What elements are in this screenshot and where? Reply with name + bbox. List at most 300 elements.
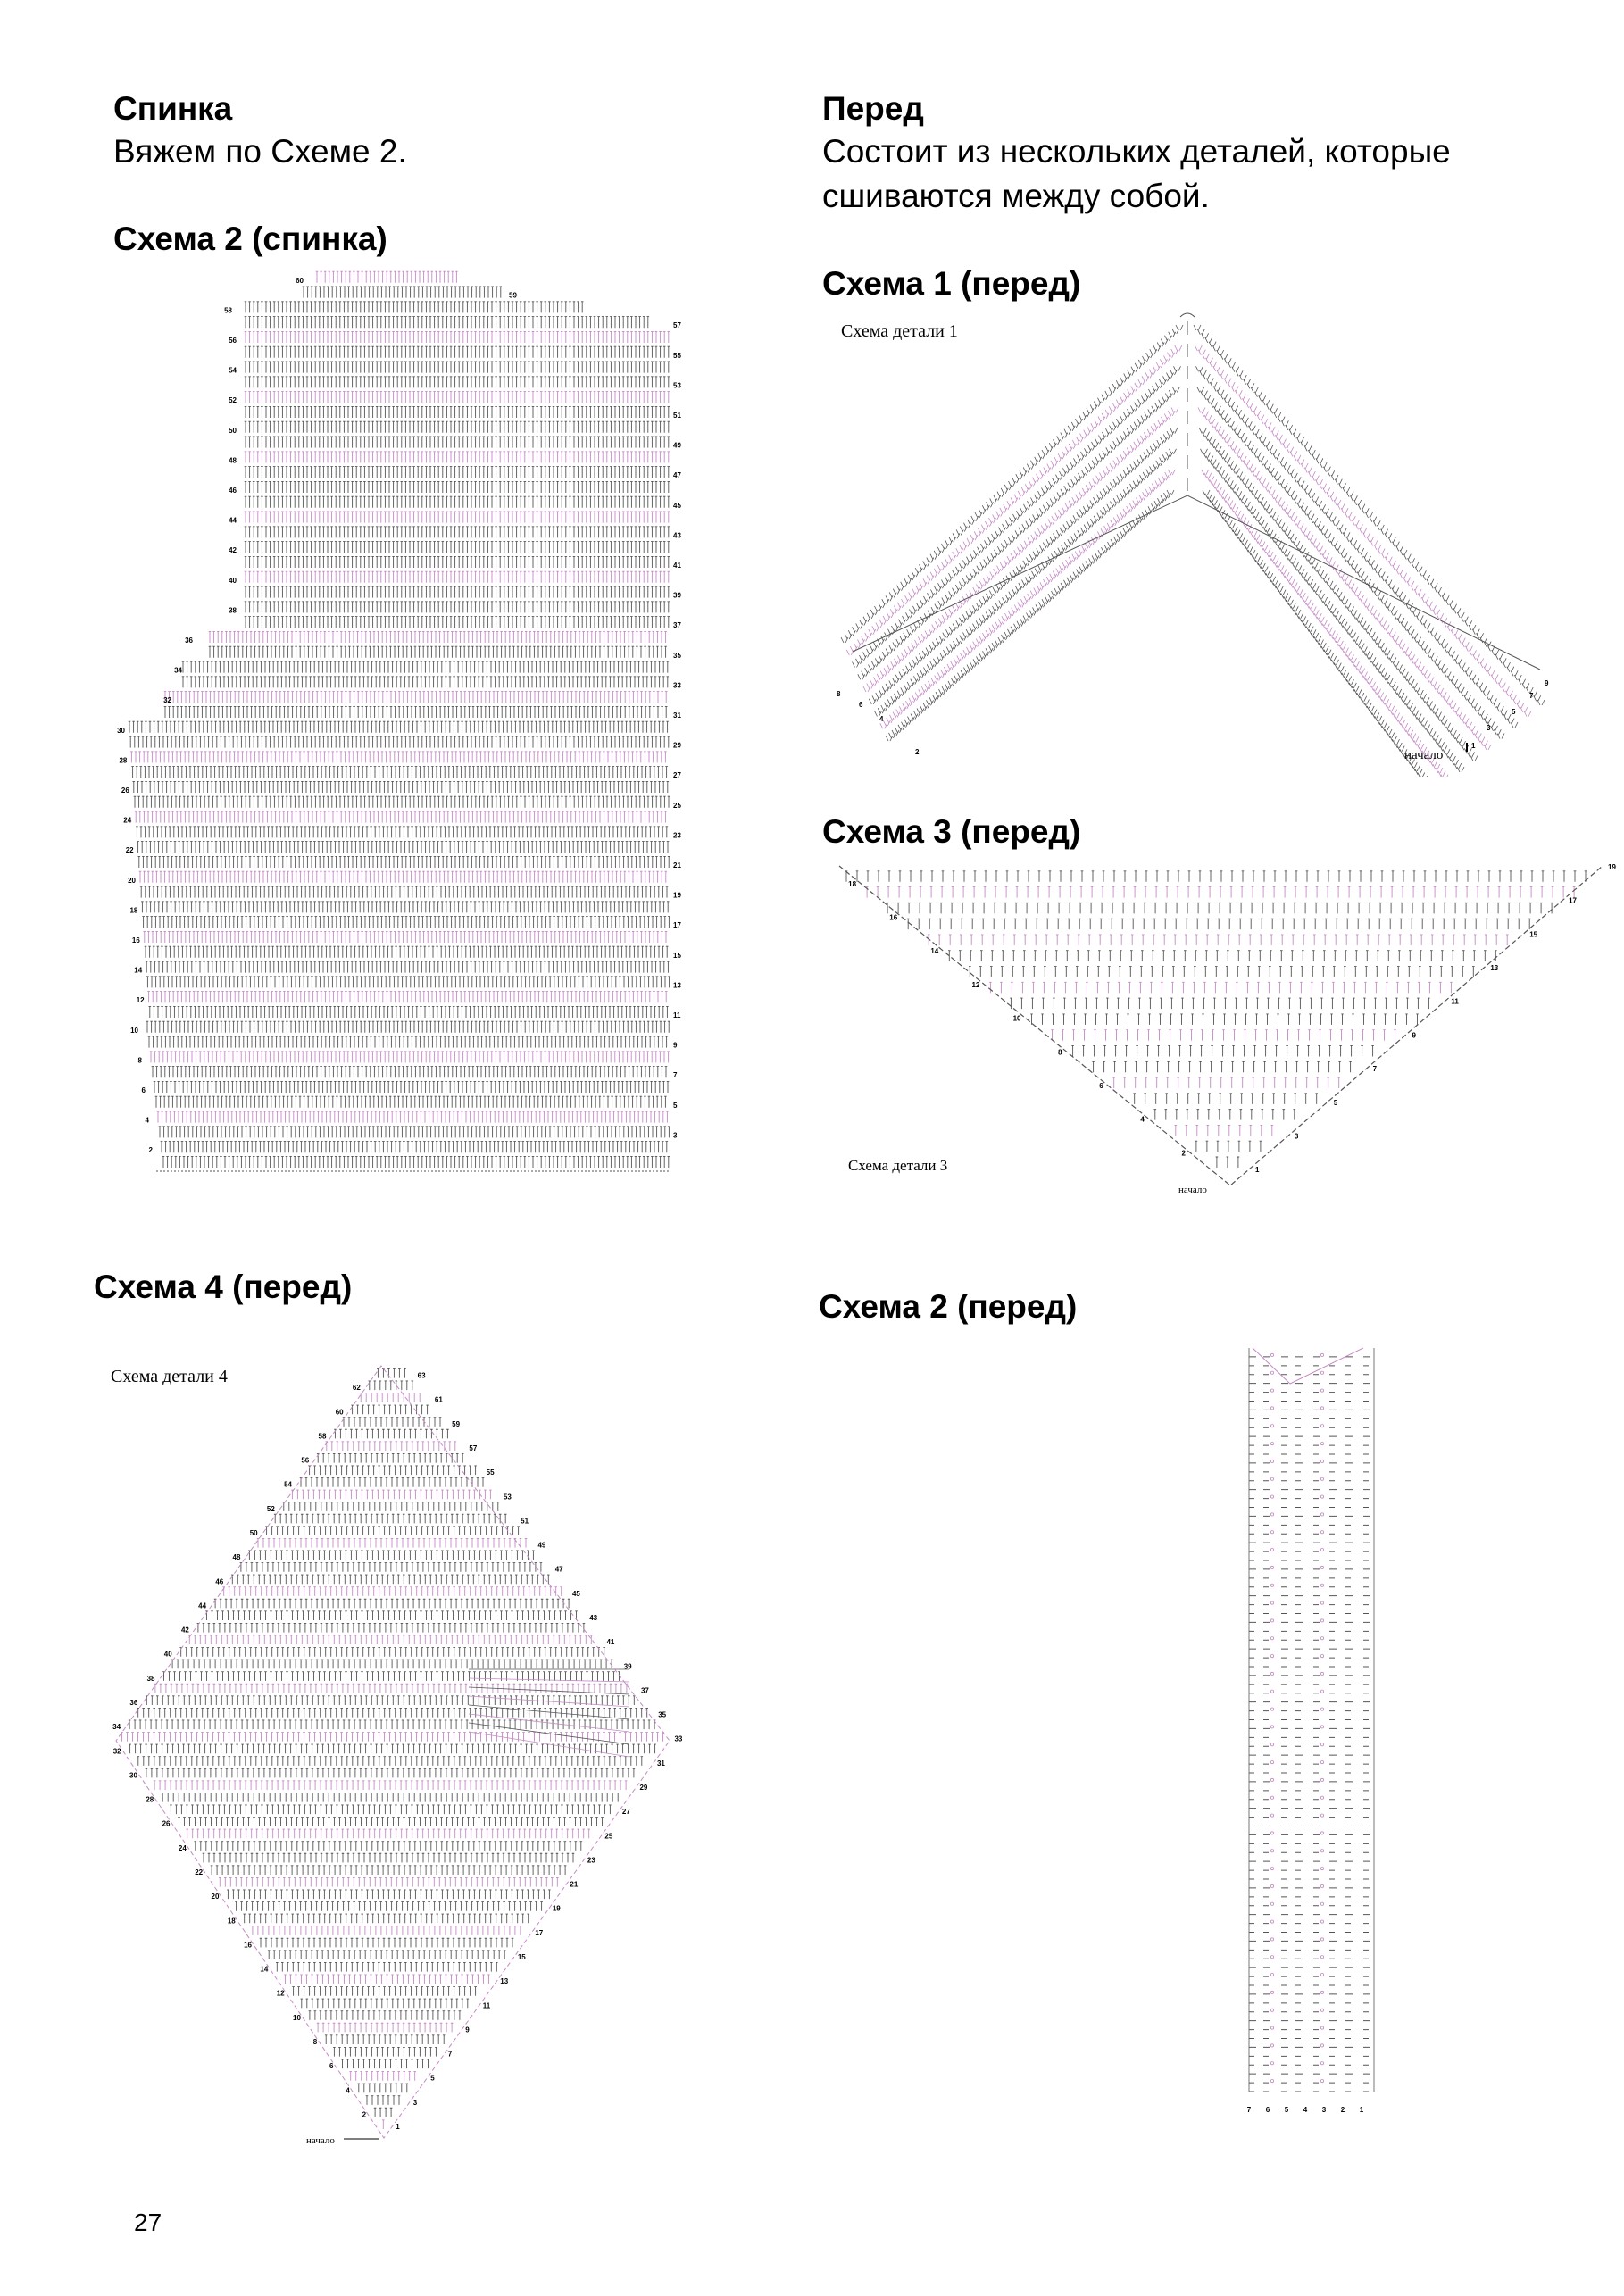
scheme2-front-column-number: 2 [1340, 2106, 1345, 2114]
scheme4-row-number-right: 5 [430, 2074, 435, 2083]
back-stitch-row [245, 586, 670, 598]
scheme2-front-pink-stitch [1320, 1513, 1323, 1516]
scheme3-caption: Схема детали 3 [848, 1157, 948, 1174]
back-stitch-row [245, 331, 670, 343]
scheme2-front-pink-stitch [1320, 1442, 1323, 1444]
scheme3-stitch-row [1010, 998, 1430, 1009]
back-row-number-left: 54 [229, 366, 237, 375]
scheme2-front-pink-stitch [1320, 1460, 1323, 1462]
back-stitch-row [140, 886, 668, 898]
scheme4-row-number-right: 35 [658, 1710, 667, 1719]
scheme1-right-band [1196, 366, 1519, 728]
back-row-number-right: 21 [673, 861, 681, 869]
scheme1-caption: Схема детали 1 [841, 321, 958, 341]
scheme1-right-band [1199, 428, 1478, 761]
back-stitch-row [209, 631, 667, 643]
scheme1-row-number-left: 4 [879, 715, 884, 723]
scheme1-row-number-left: 2 [915, 748, 920, 756]
scheme3-chart [826, 855, 1620, 1203]
scheme4-stitch-row [214, 1599, 570, 1608]
scheme4-stitch-row [240, 1563, 543, 1572]
back-stitch-row [141, 902, 669, 913]
back-row-number-left: 10 [130, 1026, 138, 1035]
scheme4-row-number-right: 51 [521, 1517, 529, 1526]
scheme3-stitch-row [1216, 1157, 1240, 1168]
back-row-number-left: 48 [229, 456, 237, 465]
scheme4-row-number-left: 22 [195, 1868, 204, 1876]
scheme2-front-pink-stitch [1320, 1371, 1323, 1374]
scheme2-front-pink-stitch [1270, 1442, 1273, 1444]
back-stitch-row [245, 452, 670, 463]
back-stitch-row [147, 992, 667, 1003]
back-stitch-row [133, 781, 670, 793]
scheme2-front-pink-stitch [1270, 2026, 1273, 2029]
back-row-number-left: 8 [137, 1056, 142, 1065]
scheme4-row-number-left: 36 [129, 1699, 138, 1707]
scheme4-stitch-row [382, 2120, 385, 2129]
scheme4-row-numbers-right [396, 1372, 683, 2131]
scheme2-front-pink-stitch [1320, 1867, 1323, 1869]
scheme4-inset-line [469, 1705, 629, 1719]
scheme4-inset-line [469, 1714, 629, 1732]
scheme3-row-numbers-left [848, 880, 1186, 1157]
scheme4-stitch-row [162, 1793, 620, 1801]
back-stitch-row [129, 736, 670, 748]
scheme2-front-pink-stitch [1270, 1531, 1273, 1534]
back-row-number-left: 52 [229, 396, 237, 405]
scheme2-front-pink-stitch [1320, 1601, 1323, 1604]
scheme2-front-pink-stitch [1320, 1920, 1323, 1923]
scheme3-row-number-right: 7 [1372, 1065, 1378, 1074]
back-stitch-row [137, 842, 669, 853]
back-stitch-row [245, 406, 670, 418]
scheme4-stitch-row [276, 1962, 498, 1971]
scheme1-left-band [846, 345, 1182, 655]
scheme2-front-pink-stitch [1270, 1495, 1273, 1498]
scheme2-front-stitch-grid [1249, 1348, 1374, 2092]
scheme2-front-column-number: 6 [1265, 2106, 1270, 2114]
scheme4-row-number-right: 57 [469, 1444, 478, 1452]
scheme4-stitch-row [274, 1514, 507, 1523]
scheme1-row-number-right: 5 [1512, 708, 1516, 716]
scheme3-row-number-left: 4 [1140, 1115, 1145, 1124]
scheme4-stitch-row [137, 1757, 644, 1766]
scheme4-row-number-left: 52 [266, 1504, 275, 1513]
scheme1-right-band [1202, 470, 1451, 777]
back-row-number-left: 50 [229, 426, 237, 435]
scheme2-front-pink-stitch [1270, 1796, 1273, 1799]
scheme4-stitch-row [154, 1684, 629, 1693]
scheme4-stitch-row [231, 1575, 550, 1584]
back-stitch-row [245, 542, 670, 553]
scheme4-row-number-left: 16 [244, 1941, 253, 1950]
scheme4-row-number-left: 12 [276, 1989, 285, 1998]
scheme2-front-pink-stitch [1270, 1584, 1273, 1586]
back-row-number-right: 11 [673, 1011, 681, 1019]
scheme3-row-number-left: 16 [889, 913, 898, 922]
back-stitch-row [316, 271, 458, 283]
scheme2-front-chart [1237, 1337, 1388, 2123]
scheme4-row-number-right: 9 [465, 2026, 470, 2034]
scheme2-front-pink-stitch [1270, 1601, 1273, 1604]
scheme4-row-number-right: 45 [571, 1589, 580, 1598]
scheme2-front-pink-stitch [1320, 1708, 1323, 1710]
scheme3-row-number-right: 5 [1333, 1098, 1338, 1107]
scheme4-row-number-left: 46 [215, 1577, 224, 1586]
back-row-number-left: 20 [128, 876, 136, 885]
scheme3-row-numbers-right [1255, 863, 1617, 1174]
back-row-number-right: 7 [673, 1071, 678, 1080]
scheme4-row-number-right: 41 [606, 1638, 615, 1647]
scheme2-front-pink-stitch [1270, 1566, 1273, 1568]
scheme1-left-band [869, 428, 1178, 704]
scheme2-front-pink-stitch [1320, 1407, 1323, 1410]
back-row-number-left: 34 [174, 666, 182, 675]
scheme2-front-pink-stitch [1270, 1902, 1273, 1905]
back-stitch-row [245, 421, 670, 433]
back-row-number-right: 3 [673, 1131, 678, 1140]
scheme4-inset-line [469, 1723, 629, 1744]
scheme2-front-pink-stitch [1320, 1814, 1323, 1817]
scheme2-front-pink-stitch [1320, 1832, 1323, 1834]
scheme2-front-column-numbers [1247, 2106, 1364, 2114]
scheme3-row-number-left: 18 [848, 879, 857, 888]
scheme2-front-pink-stitch [1320, 1938, 1323, 1941]
back-stitch-row [146, 961, 670, 973]
scheme4-stitch-row [317, 1453, 464, 1462]
back-stitch-row [245, 302, 584, 313]
scheme4-row-number-left: 40 [163, 1650, 172, 1659]
back-row-number-left: 22 [125, 846, 134, 855]
scheme1-left-band [886, 490, 1174, 741]
scheme4-stitch-row [308, 1466, 477, 1475]
scheme4-stitch-row [188, 1635, 593, 1644]
scheme3-stitch-row [989, 982, 1453, 993]
scheme1-right-band [1195, 345, 1531, 716]
scheme4-caption: Схема детали 4 [111, 1367, 228, 1386]
back-stitch-row [150, 1052, 670, 1063]
scheme4-row-number-left: 58 [318, 1432, 327, 1441]
scheme4-row-number-right: 37 [640, 1686, 649, 1695]
back-row-number-right: 27 [673, 771, 681, 780]
scheme4-row-number-left: 60 [335, 1408, 344, 1417]
back-stitch-row [135, 811, 667, 823]
back-stitch-row [136, 827, 668, 838]
scheme2-front-pink-stitch [1320, 1495, 1323, 1498]
scheme4-stitch-row [162, 1672, 620, 1681]
scheme2-front-pink-stitch [1270, 1353, 1273, 1356]
scheme2-front-pink-stitch [1320, 1760, 1323, 1763]
scheme2-front-pink-stitch [1270, 1832, 1273, 1834]
back-stitch-row [245, 467, 670, 478]
scheme3-row-number-right: 19 [1608, 863, 1616, 871]
scheme4-stitch-row [366, 2096, 401, 2105]
scheme2-front-pink-stitch [1270, 1389, 1273, 1392]
scheme4-row-number-left: 48 [232, 1553, 241, 1562]
back-stitch-row [245, 481, 670, 493]
scheme4-row-number-right: 13 [500, 1977, 509, 1986]
scheme3-stitch-row [1030, 1014, 1419, 1025]
scheme4-stitch-row [179, 1648, 605, 1657]
back-stitch-row [146, 1021, 670, 1033]
scheme4-stitch-row [265, 1527, 520, 1535]
back-stitch-row [162, 1156, 670, 1168]
back-row-number-right: 35 [673, 651, 681, 660]
scheme3-stitch-row [1112, 1077, 1340, 1088]
back-stitch-row [139, 871, 667, 883]
back-row-number-right: 15 [673, 951, 681, 960]
scheme4-row-number-right: 17 [535, 1928, 544, 1937]
back-row-number-left: 30 [117, 726, 125, 735]
scheme1-title: Схема 1 (перед) [822, 265, 1081, 302]
back-row-number-right: 23 [673, 831, 681, 840]
back-row-number-right: 39 [673, 591, 681, 600]
scheme2-front-pink-stitch [1320, 1778, 1323, 1781]
scheme4-row-number-left: 34 [112, 1723, 121, 1732]
scheme3-stitch-row [866, 887, 1576, 898]
scheme4-row-number-left: 54 [284, 1480, 293, 1489]
scheme4-stitch-row [243, 1914, 529, 1923]
back-stitch-row [155, 1096, 667, 1108]
scheme4-inset-line [469, 1696, 629, 1707]
scheme4-row-number-right: 59 [452, 1419, 461, 1428]
scheme2-front-pink-stitch [1320, 2044, 1323, 2047]
back-row-number-left: 6 [141, 1086, 146, 1094]
back-stitch-row [245, 362, 670, 373]
scheme4-stitch-row [292, 1987, 477, 1996]
scheme4-row-number-right: 61 [434, 1395, 443, 1404]
scheme2-front-pink-stitch [1270, 2062, 1273, 2065]
back-stitch-row [245, 317, 649, 329]
back-row-number-right: 41 [673, 562, 681, 570]
scheme1-row-number-left: 8 [837, 690, 841, 698]
back-row-number-right: 17 [673, 921, 681, 930]
scheme4-stitch-grid [116, 1366, 670, 2139]
scheme3-stitch-row [969, 967, 1475, 977]
scheme4-stitch-row [235, 1902, 543, 1911]
scheme3-row-number-left: 2 [1181, 1149, 1186, 1158]
back-row-number-left: 56 [229, 337, 237, 345]
scheme4-row-number-right: 31 [656, 1759, 665, 1768]
scheme3-start-label: начало [1178, 1185, 1207, 1195]
scheme4-row-number-right: 25 [604, 1832, 613, 1841]
scheme2-front-pink-stitch [1270, 1814, 1273, 1817]
scheme4-row-number-right: 39 [623, 1662, 632, 1671]
scheme4-stitch-row [137, 1708, 648, 1717]
scheme2-front-pink-stitch [1320, 1425, 1323, 1427]
back-stitch-row [149, 1006, 669, 1018]
scheme2-front-pink-stitch [1320, 1884, 1323, 1887]
scheme4-row-number-left: 8 [312, 2038, 318, 2046]
scheme2-front-pink-stitch [1270, 1548, 1273, 1551]
scheme2-front-pink-stitch [1320, 2079, 1323, 2082]
scheme4-row-number-right: 55 [486, 1468, 495, 1477]
scheme2-front-pink-stitch [1320, 1584, 1323, 1586]
scheme4-row-number-left: 26 [162, 1819, 171, 1828]
scheme2-front-pink-stitch [1320, 1690, 1323, 1693]
scheme4-stitch-row [326, 1442, 457, 1451]
back-row-number-left: 12 [136, 996, 145, 1005]
scheme1-stitch-grid [841, 313, 1545, 777]
back-stitch-row [142, 917, 670, 928]
back-row-number-right: 9 [673, 1041, 678, 1050]
back-stitch-row [152, 1067, 668, 1078]
back-row-number-left: 40 [229, 576, 237, 585]
scheme1-row-number-left: 6 [859, 701, 863, 709]
back-stitch-row [129, 721, 669, 733]
scheme1-right-band [1203, 490, 1437, 777]
scheme4-row-number-left: 14 [260, 1965, 269, 1974]
back-row-number-right: 31 [673, 711, 681, 720]
scheme4-stitch-row [333, 2047, 437, 2056]
scheme2-front-pink-stitch [1320, 1548, 1323, 1551]
scheme2-front-pink-stitch [1270, 1425, 1273, 1427]
scheme1-left-band [858, 387, 1180, 679]
back-stitch-row [303, 287, 502, 298]
scheme4-row-number-right: 19 [552, 1904, 561, 1913]
scheme4-row-number-right: 3 [412, 2098, 418, 2107]
scheme2-front-pink-stitch [1270, 1460, 1273, 1462]
back-stitch-row [245, 392, 670, 403]
scheme2-front-pink-stitch [1320, 1956, 1323, 1959]
scheme4-stitch-row [195, 1842, 583, 1851]
back-row-number-left: 42 [229, 546, 237, 555]
scheme4-stitch-row [369, 1381, 414, 1390]
scheme4-stitch-row [360, 1393, 421, 1402]
scheme2-front-pink-stitch [1320, 1353, 1323, 1356]
scheme3-row-number-left: 12 [971, 980, 980, 989]
back-stitch-row [164, 692, 668, 703]
scheme4-stitch-row [260, 1938, 514, 1947]
scheme4-stitch-row [171, 1660, 613, 1668]
scheme4-row-number-left: 30 [129, 1771, 137, 1780]
scheme4-row-number-left: 62 [352, 1384, 361, 1393]
scheme1-right-band [1194, 325, 1545, 705]
scheme4-stitch-row [284, 1975, 490, 1984]
back-row-number-left: 58 [224, 306, 232, 315]
scheme1-row-numbers-right [1471, 679, 1549, 750]
scheme2-front-pink-stitch [1270, 2079, 1273, 2082]
back-row-number-left: 28 [119, 756, 128, 765]
scheme4-row-number-right: 63 [417, 1371, 426, 1380]
scheme2-front-pink-stitch [1270, 1654, 1273, 1657]
scheme4-row-number-right: 53 [503, 1493, 512, 1502]
back-row-number-right: 47 [673, 471, 681, 480]
scheme2-front-pink-stitch [1270, 1850, 1273, 1852]
scheme2-front-pink-stitch [1320, 1672, 1323, 1675]
scheme4-row-number-left: 10 [293, 2013, 301, 2022]
scheme3-row-number-right: 3 [1294, 1132, 1299, 1141]
back-stitch-row [154, 1081, 670, 1093]
scheme3-stitch-row [907, 919, 1531, 929]
back-row-number-right: 53 [673, 381, 681, 390]
scheme4-row-number-right: 7 [447, 2050, 453, 2059]
scheme2-front-pink-stitch [1320, 1726, 1323, 1728]
scheme4-stitch-row [248, 1551, 535, 1560]
scheme4-row-number-right: 11 [482, 2001, 491, 2010]
scheme4-stitch-row [317, 2023, 454, 2032]
scheme2-front-pink-stitch [1270, 1884, 1273, 1887]
scheme2-front-pink-stitch [1320, 2062, 1323, 2065]
scheme4-stitch-row [358, 2084, 409, 2092]
back-stitch-row [159, 1127, 670, 1138]
scheme2-front-pink-stitch [1270, 2009, 1273, 2011]
scheme4-row-number-left: 28 [146, 1795, 154, 1804]
back-stitch-row [245, 602, 670, 613]
scheme2-front-pink-stitch [1270, 1690, 1273, 1693]
back-row-number-left: 44 [229, 516, 237, 525]
back-stitch-row [131, 767, 668, 778]
back-stitch-row [144, 931, 668, 943]
scheme2-front-pink-stitch [1270, 1407, 1273, 1410]
scheme4-stitch-row [197, 1623, 586, 1632]
scheme4-title: Схема 4 (перед) [94, 1269, 353, 1305]
scheme4-stitch-row [146, 1696, 636, 1705]
back-row-number-right: 51 [673, 412, 681, 420]
scheme4-row-number-left: 2 [362, 2110, 367, 2119]
scheme4-stitch-row [291, 1490, 492, 1499]
back-stitch-row [245, 527, 670, 538]
scheme3-outline [839, 866, 1603, 1185]
back-text: Вяжем по Схеме 2. [113, 133, 407, 170]
scheme3-stitch-row [845, 871, 1587, 882]
scheme1-row-numbers-left [837, 690, 920, 756]
scheme4-stitch-row [205, 1611, 578, 1620]
back-row-number-left: 36 [185, 636, 193, 645]
scheme4-chart [94, 1348, 701, 2151]
scheme3-stitch-row [1195, 1141, 1262, 1152]
scheme2-front-pink-stitch [1270, 1637, 1273, 1640]
back-stitch-row [146, 977, 670, 988]
scheme4-stitch-row [129, 1720, 656, 1729]
scheme3-row-number-right: 9 [1412, 1031, 1416, 1040]
scheme4-stitch-row [349, 2072, 416, 2081]
scheme4-stitch-row [121, 1733, 664, 1742]
scheme4-row-number-right: 43 [589, 1614, 598, 1622]
scheme2-front-pink-stitch [1270, 1973, 1273, 1976]
scheme3-stitch-row [1154, 1110, 1296, 1120]
scheme4-stitch-row [343, 1418, 442, 1427]
scheme1-row-number-right: 3 [1487, 724, 1491, 732]
scheme4-row-number-left: 50 [249, 1529, 258, 1537]
back-row-number-right: 43 [673, 531, 681, 540]
back-row-number-left: 4 [145, 1116, 149, 1125]
scheme2-front-pink-stitch [1320, 2026, 1323, 2029]
scheme4-stitch-row [301, 1999, 470, 2008]
back-stitch-row [134, 796, 670, 808]
scheme4-row-number-left: 20 [211, 1893, 220, 1901]
scheme4-stitch-row [222, 1587, 562, 1596]
back-stitch-row [245, 496, 670, 508]
scheme3-row-number-right: 11 [1451, 997, 1459, 1006]
scheme2-front-pink-stitch [1320, 1796, 1323, 1799]
scheme1-right-band [1201, 449, 1465, 772]
scheme2-front-pink-stitch [1270, 1991, 1273, 1993]
scheme4-stitch-row [178, 1818, 604, 1826]
scheme2-front-pink-stitch [1270, 1778, 1273, 1781]
scheme4-row-number-left: 6 [329, 2062, 334, 2071]
scheme4-row-number-left: 32 [112, 1747, 121, 1756]
scheme4-inset-line [469, 1678, 629, 1682]
front-text-line1: Состоит из нескольких деталей, которые [822, 133, 1451, 170]
scheme4-stitch-row [374, 2108, 393, 2117]
scheme2-front-pink-stitch [1270, 1726, 1273, 1728]
scheme4-row-number-right: 23 [587, 1856, 595, 1865]
scheme2-front-pink-stitch [1320, 1619, 1323, 1622]
scheme3-row-number-left: 10 [1012, 1014, 1021, 1023]
scheme1-row-number-right: 1 [1471, 742, 1476, 750]
scheme4-stitch-row [325, 2035, 446, 2044]
